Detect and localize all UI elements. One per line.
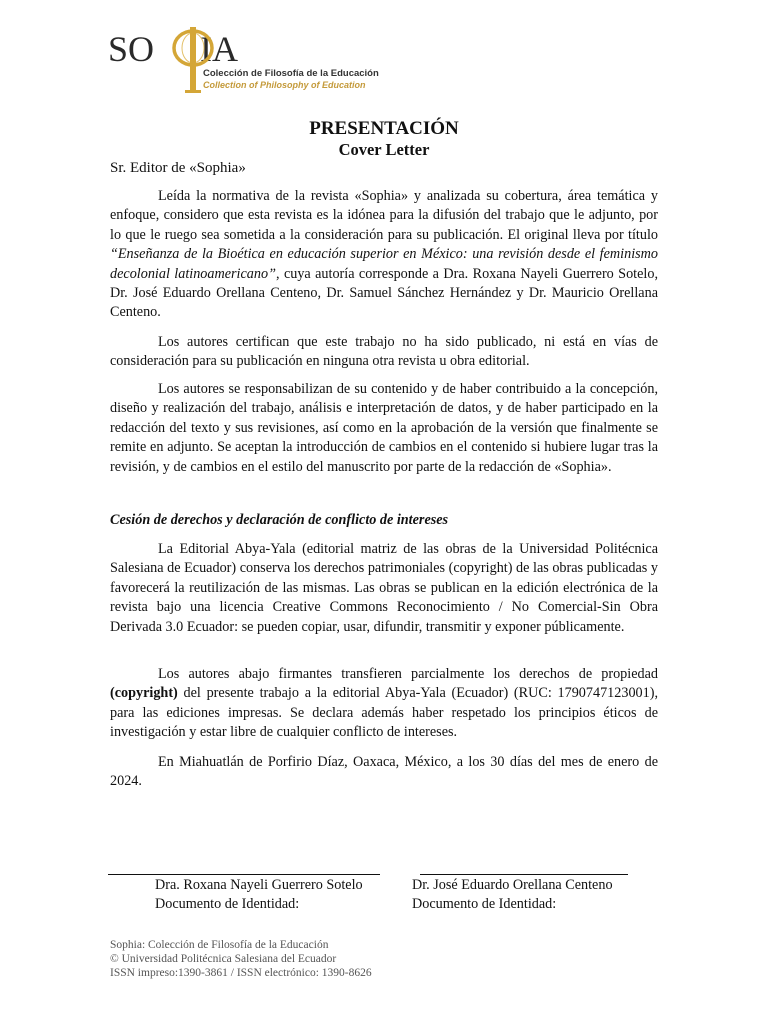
paragraph-4: La Editorial Abya-Yala (editorial matriz de las obras de la Universidad Politécnica Salesiana de Ecuador) conserva los derechos patrimoniales (copyright) de las obras publicadas y favorecerá la reutilización de las mismas. Las obras se publican en la edición electrónica de la revista bajo una licencia Creative Commons Reconocimiento / No Comercial-Sin Obra Derivada 3.0 Ecuador: se pueden copiar, usar, difundir, transmitir y exponer públicamente.	[110, 541, 658, 635]
paragraph-2: Los autores certifican que este trabajo no ha sido publicado, ni está en vías de consideración para su publicación en ninguna otra revista u obra editorial.	[110, 334, 658, 370]
logo-subtitle-es: Colección de Filosofía de la Educación	[203, 68, 379, 79]
paragraph-6: En Miahuatlán de Porfirio Díaz, Oaxaca, México, a los 30 días del mes de enero de 2024.	[110, 754, 658, 790]
manuscript-title: “Enseñanza de la Bioética en educación superior en México: una revisión desde el feminismo decolonial latinoamericano”	[110, 246, 658, 282]
footer-line: Sophia: Colección de Filosofía de la Educación	[110, 939, 329, 951]
signatory-name: Dra. Roxana Nayeli Guerrero Sotelo	[155, 877, 363, 893]
salutation: Sr. Editor de «Sophia»	[110, 160, 246, 176]
signatory-id-label: Documento de Identidad:	[412, 896, 557, 912]
logo-word-left: SO	[108, 29, 155, 69]
paragraph-1: Leída la normativa de la revista «Sophia» y analizada su cobertura, área temática y enfoque, considero que esta revista es la idónea para la difusión del trabajo que le adjunto, por lo que le ruego sea sometida a la consideración para su publicación. El original lleva por título “Enseñanza de la Bioética en educación superior en México: una revisión desde el feminismo decolonial latinoamericano”, cuya autoría corresponde a Dra. Roxana Nayeli Guerrero Sotelo, Dr. José Eduardo Orellana Centeno, Dr. Samuel Sánchez Hernández y Dr. Mauricio Orellana Centeno.	[110, 188, 658, 321]
signature-line	[108, 874, 380, 875]
paragraph-5: Los autores abajo firmantes transfieren parcialmente los derechos de propiedad (copyright) del presente trabajo a la editorial Abya-Yala (Ecuador) (RUC: 1790747123001), para las ediciones impresas. Se declara además haber respetado los principios éticos de investigación y estar libre de cualquier conflicto de intereses.	[110, 666, 658, 741]
paragraph-3: Los autores se responsabilizan de su contenido y de haber contribuido a la concepción, diseño y realización del trabajo, análisis e interpretación de datos, y de haber participado en la redacción del texto y sus revisiones, así como en la aprobación de la versión que finalmente se remite en adjunto. Se aceptan la introducción de cambios en el contenido si hubiere lugar tras la revisión, y de cambios en el estilo del manuscrito por parte de la redacción de «Sophia».	[110, 381, 658, 475]
logo-word-right: IA	[200, 29, 239, 69]
section-heading: Cesión de derechos y declaración de conflicto de intereses	[110, 512, 449, 528]
page-footer	[110, 938, 372, 980]
copyright-term: (copyright)	[110, 685, 178, 702]
footer-line: © Universidad Politécnica Salesiana del Ecuador	[110, 953, 337, 965]
sophia-logo	[108, 26, 408, 96]
signature-line	[420, 874, 628, 875]
signatory-name: Dr. José Eduardo Orellana Centeno	[412, 877, 613, 893]
logo-subtitle-en: Collection of Philosophy of Education	[203, 80, 366, 90]
footer-line: ISSN impreso:1390-3861 / ISSN electrónico: 1390-8626	[110, 967, 372, 979]
page-title: PRESENTACIÓN	[309, 118, 459, 139]
page-subtitle: Cover Letter	[338, 140, 430, 159]
signatory-id-label: Documento de Identidad:	[155, 896, 300, 912]
signature-block	[108, 852, 668, 922]
